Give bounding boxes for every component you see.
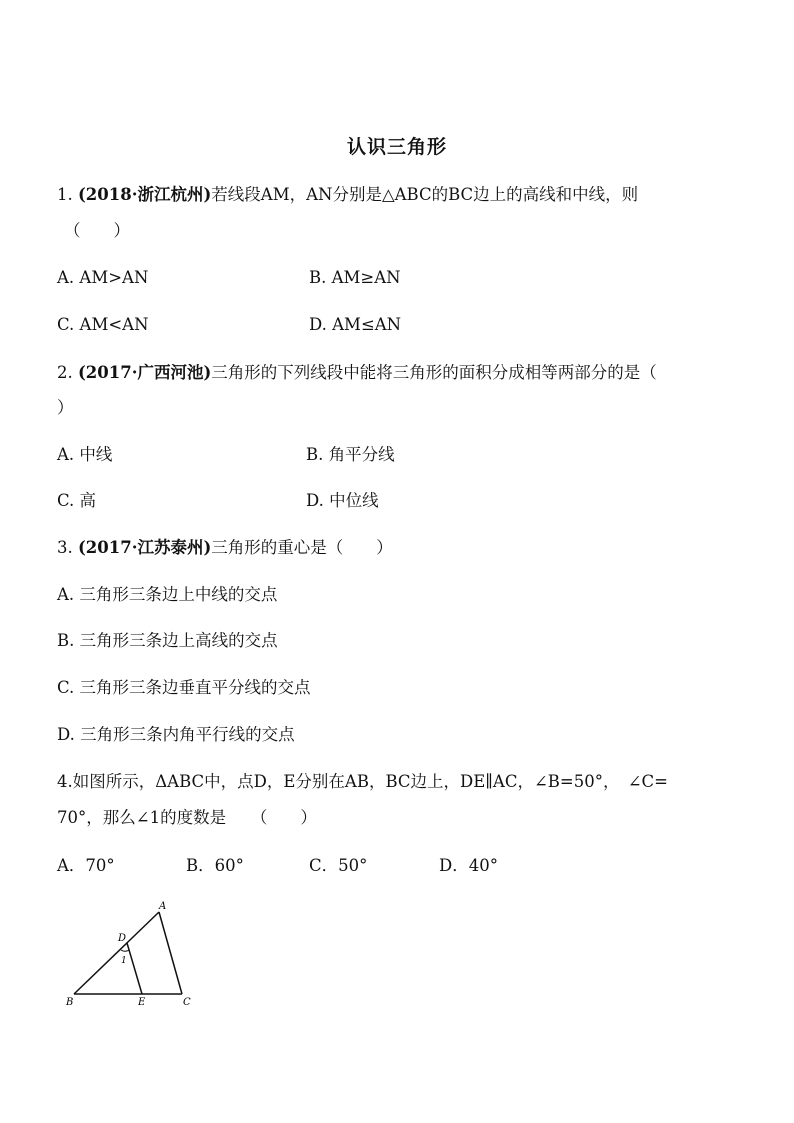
page-title: 认识三角形 xyxy=(346,136,447,158)
angle-1-arc xyxy=(121,950,129,951)
question-2-line-1 xyxy=(57,362,657,384)
label-d: D xyxy=(118,933,127,944)
question-3-line-1 xyxy=(57,537,393,559)
question-3-option-c: C. 三角形三条边垂直平分线的交点 xyxy=(57,678,311,697)
question-1-option-d: D. AM≤AN xyxy=(309,315,402,334)
question-1-option-b: B. AM≥AN xyxy=(309,268,401,287)
question-4-text: 如图所示，ΔABC中，点D，E分别在AB，BC边上，DE∥AC，∠B=50°， ∠C= xyxy=(72,772,668,791)
question-4-line-1 xyxy=(57,771,668,793)
question-2-option-d: D. 中位线 xyxy=(306,491,379,510)
label-b: B xyxy=(66,997,74,1008)
question-2-option-c: C. 高 xyxy=(57,491,97,510)
question-4-option-c: C．50° xyxy=(309,856,368,875)
question-2-line-2: ） xyxy=(57,398,74,417)
side-ab xyxy=(74,912,159,994)
question-4-line-2: 70°，那么∠1的度数是 （ ） xyxy=(57,808,317,827)
question-3-option-b: B. 三角形三条边上高线的交点 xyxy=(57,631,278,650)
question-1-source: (2018·浙江杭州) xyxy=(78,185,212,204)
label-c: C xyxy=(183,997,191,1008)
segment-de xyxy=(127,943,142,994)
question-3-source: (2017·江苏泰州) xyxy=(78,538,212,557)
question-3-number: 3. xyxy=(57,538,73,557)
question-4-option-d: D．40° xyxy=(439,856,498,875)
question-3-text: 三角形的重心是（ ） xyxy=(211,538,393,557)
question-1-option-c: C. AM<AN xyxy=(57,315,149,334)
question-2-option-b: B. 角平分线 xyxy=(306,445,395,464)
question-1-option-a: A. AM>AN xyxy=(57,268,149,287)
triangle-figure xyxy=(58,898,208,1013)
label-angle-1: 1 xyxy=(121,956,127,966)
question-2-number: 2. xyxy=(57,363,73,382)
question-1-line-2: （ ） xyxy=(64,221,130,240)
question-3-option-d: D. 三角形三条内角平行线的交点 xyxy=(57,725,295,744)
question-2-source: (2017·广西河池) xyxy=(78,363,212,382)
side-ac xyxy=(159,912,182,994)
question-4-number: 4. xyxy=(57,772,73,791)
question-2-option-a: A. 中线 xyxy=(57,445,113,464)
question-1-text: 若线段AM，AN分别是△ABC的BC边上的高线和中线，则 xyxy=(211,185,639,204)
question-3-option-a: A. 三角形三条边上中线的交点 xyxy=(57,585,278,604)
label-a: A xyxy=(159,901,167,912)
label-e: E xyxy=(138,997,146,1008)
question-1-number: 1. xyxy=(57,185,73,204)
question-2-text: 三角形的下列线段中能将三角形的面积分成相等两部分的是（ xyxy=(211,363,657,382)
question-4-option-a: A．70° xyxy=(57,856,115,875)
question-4-option-b: B．60° xyxy=(186,856,244,875)
question-1-line-1 xyxy=(57,184,638,206)
